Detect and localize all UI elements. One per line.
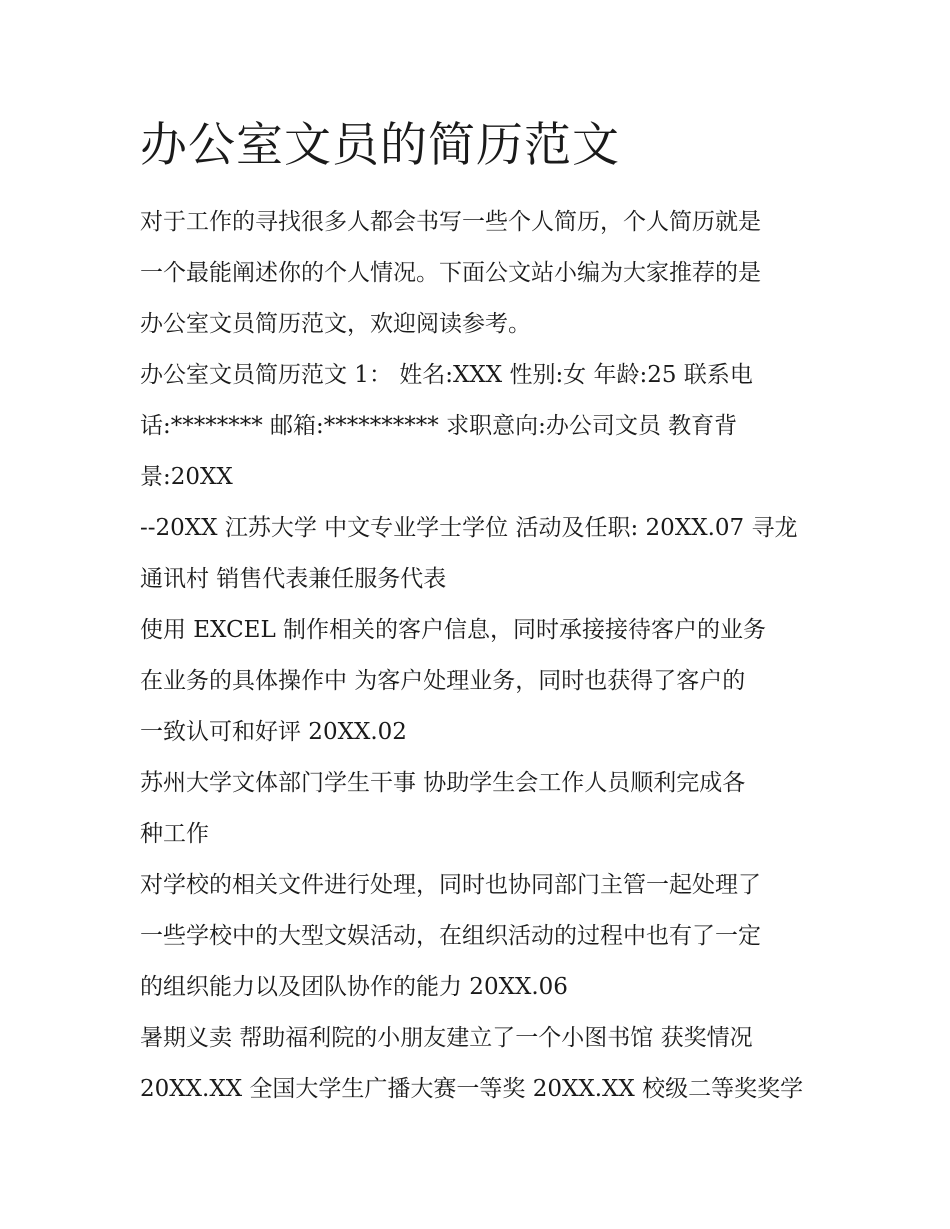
body-line: --20XX 江苏大学 中文专业学士学位 活动及任职: 20XX.07 寻龙	[140, 515, 798, 541]
body-line: 使用 EXCEL 制作相关的客户信息，同时承接接待客户的业务	[140, 617, 767, 643]
body-line: 苏州大学文体部门学生干事 协助学生会工作人员顺利完成各	[140, 770, 746, 796]
body-line: 的组织能力以及团队协作的能力 20XX.06	[140, 974, 568, 1000]
body-line: 办公室文员简历范文，欢迎阅读参考。	[140, 311, 531, 337]
body-line: 20XX.XX 全国大学生广播大赛一等奖 20XX.XX 校级二等奖奖学	[140, 1076, 804, 1102]
body-line: 办公室文员简历范文 1： 姓名:XXX 性别:女 年龄:25 联系电	[140, 362, 753, 388]
body-line: 一些学校中的大型文娱活动，在组织活动的过程中也有了一定	[140, 923, 761, 949]
document-title: 办公室文员的简历范文	[140, 118, 620, 173]
body-line: 暑期义卖 帮助福利院的小朋友建立了一个小图书馆 获奖情况	[140, 1025, 753, 1051]
body-line: 对于工作的寻找很多人都会书写一些个人简历，个人简历就是	[140, 209, 761, 235]
body-line: 对学校的相关文件进行处理，同时也协同部门主管一起处理了	[140, 872, 761, 898]
body-line: 种工作	[140, 821, 209, 847]
body-line: 在业务的具体操作中 为客户处理业务，同时也获得了客户的	[140, 668, 746, 694]
body-line: 一致认可和好评 20XX.02	[140, 719, 407, 745]
body-line: 通讯村 销售代表兼任服务代表	[140, 566, 447, 592]
document-body	[140, 197, 830, 1115]
body-line: 话:******** 邮箱:********** 求职意向:办公司文员 教育背	[140, 413, 738, 439]
body-line: 景:20XX	[140, 464, 233, 490]
body-line: 一个最能阐述你的个人情况。下面公文站小编为大家推荐的是	[140, 260, 761, 286]
